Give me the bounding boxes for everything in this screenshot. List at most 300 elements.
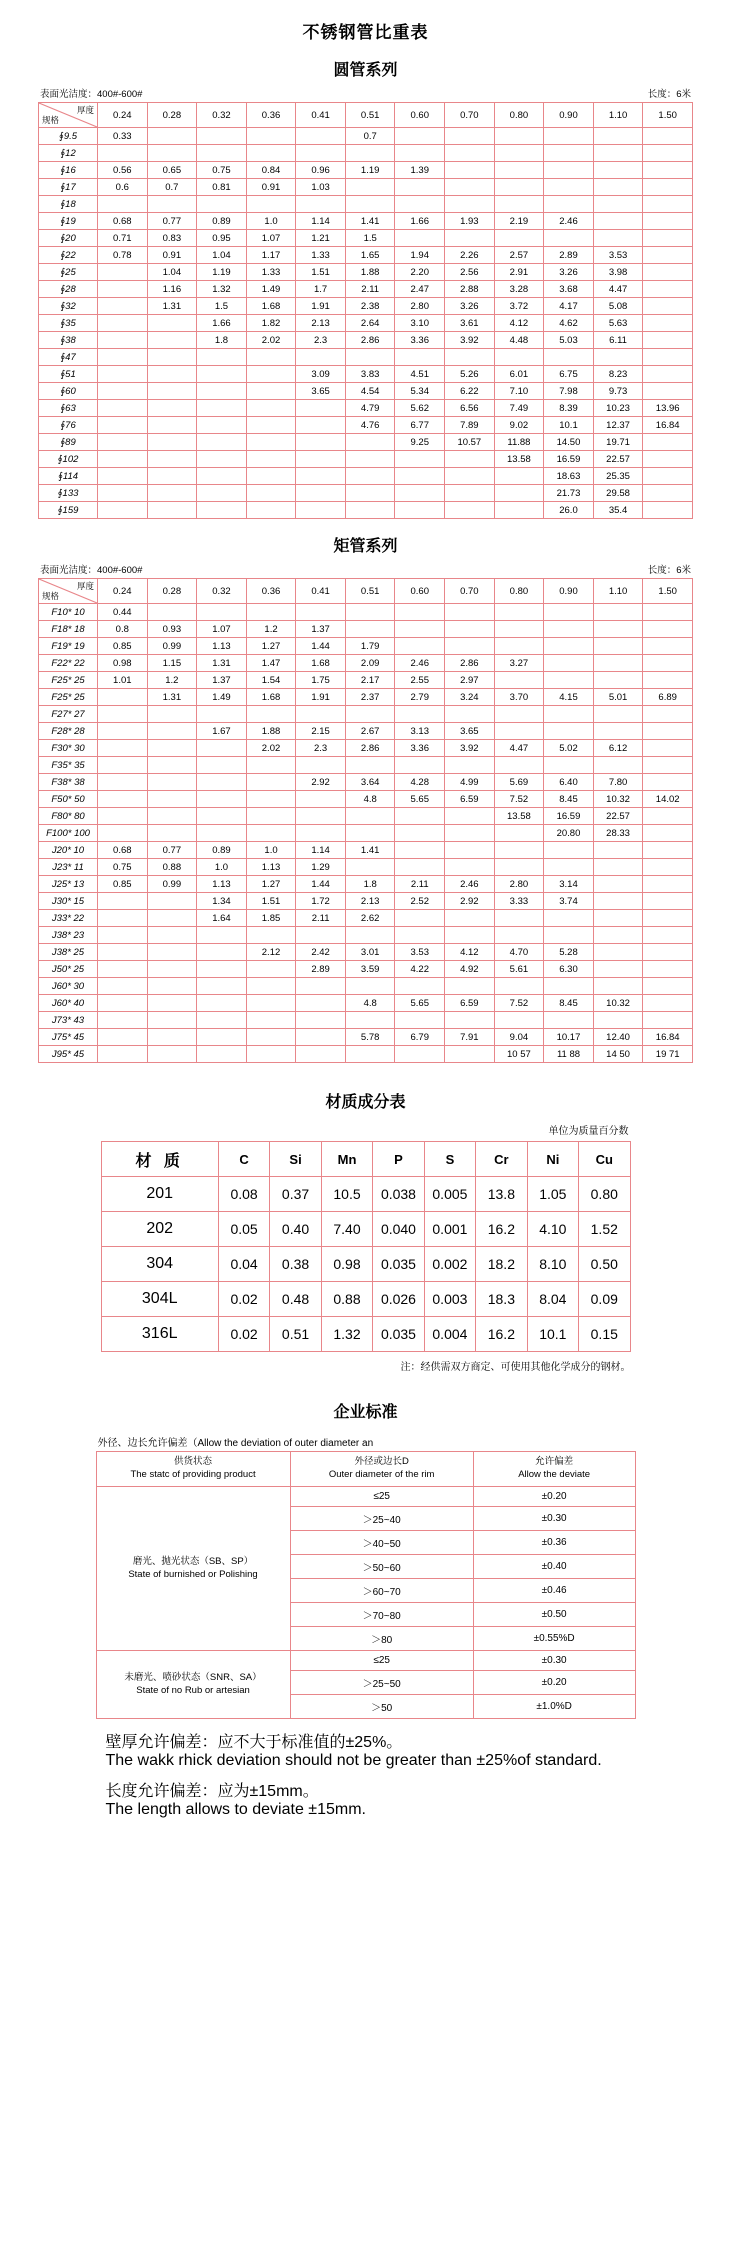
weight-cell: 0.98 bbox=[98, 655, 148, 672]
weight-cell: 3.70 bbox=[494, 689, 544, 706]
material-grade-cell: 304 bbox=[101, 1247, 218, 1282]
spec-cell: J33* 22 bbox=[39, 910, 98, 927]
spec-cell: ∮12 bbox=[39, 145, 98, 162]
table-row bbox=[39, 468, 693, 485]
weight-cell bbox=[643, 825, 693, 842]
spec-cell: ∮25 bbox=[39, 264, 98, 281]
weight-cell: 4.28 bbox=[395, 774, 445, 791]
weight-cell bbox=[345, 808, 395, 825]
weight-cell bbox=[197, 808, 247, 825]
table-row bbox=[39, 757, 693, 774]
weight-cell: 0.89 bbox=[197, 842, 247, 859]
material-value-cell: 16.2 bbox=[476, 1317, 527, 1352]
weight-cell bbox=[296, 604, 346, 621]
weight-cell bbox=[395, 910, 445, 927]
weight-cell: 7.91 bbox=[445, 1029, 495, 1046]
weight-cell: 4.99 bbox=[445, 774, 495, 791]
weight-cell: 16.84 bbox=[643, 1029, 693, 1046]
material-value-cell: 0.09 bbox=[579, 1282, 630, 1317]
weight-cell bbox=[593, 1012, 643, 1029]
weight-cell bbox=[643, 485, 693, 502]
weight-cell bbox=[494, 485, 544, 502]
weight-cell: 4.8 bbox=[345, 791, 395, 808]
weight-cell bbox=[395, 128, 445, 145]
corner-spec-label: 规格 bbox=[42, 115, 60, 125]
weight-cell bbox=[593, 961, 643, 978]
weight-cell: 3.24 bbox=[445, 689, 495, 706]
weight-cell bbox=[544, 638, 594, 655]
weight-cell: 7.49 bbox=[494, 400, 544, 417]
weight-cell: 1.72 bbox=[296, 893, 346, 910]
weight-cell: 1.15 bbox=[147, 655, 197, 672]
weight-cell bbox=[643, 434, 693, 451]
weight-cell: 2.46 bbox=[395, 655, 445, 672]
thickness-header-8: 0.80 bbox=[494, 579, 544, 604]
weight-cell bbox=[246, 961, 296, 978]
weight-cell bbox=[98, 434, 148, 451]
weight-cell bbox=[197, 757, 247, 774]
weight-cell bbox=[345, 179, 395, 196]
weight-cell: 3.68 bbox=[544, 281, 594, 298]
weight-cell: 1.33 bbox=[296, 247, 346, 264]
weight-cell bbox=[494, 621, 544, 638]
weight-cell: 21.73 bbox=[544, 485, 594, 502]
weight-cell bbox=[98, 502, 148, 519]
material-value-cell: 0.05 bbox=[218, 1212, 269, 1247]
table-row bbox=[39, 196, 693, 213]
weight-cell bbox=[395, 842, 445, 859]
weight-cell bbox=[593, 230, 643, 247]
weight-cell: 10.23 bbox=[593, 400, 643, 417]
material-header-4: P bbox=[373, 1142, 424, 1177]
weight-cell bbox=[395, 757, 445, 774]
standard-notes bbox=[106, 1729, 626, 1819]
weight-cell bbox=[395, 808, 445, 825]
table-row bbox=[39, 910, 693, 927]
weight-cell bbox=[98, 944, 148, 961]
rect-series-table bbox=[38, 578, 693, 1063]
weight-cell: 14.02 bbox=[643, 791, 693, 808]
weight-cell bbox=[445, 162, 495, 179]
table-row bbox=[39, 230, 693, 247]
table-row bbox=[39, 332, 693, 349]
weight-cell bbox=[296, 927, 346, 944]
weight-cell bbox=[345, 434, 395, 451]
table-header-row bbox=[39, 579, 693, 604]
material-value-cell: 16.2 bbox=[476, 1212, 527, 1247]
material-value-cell: 8.04 bbox=[527, 1282, 578, 1317]
weight-cell: 1.04 bbox=[147, 264, 197, 281]
standard-table bbox=[96, 1451, 636, 1719]
corner-thickness-label: 厚度 bbox=[76, 581, 94, 591]
weight-cell bbox=[445, 859, 495, 876]
weight-cell bbox=[593, 213, 643, 230]
material-value-cell: 8.10 bbox=[527, 1247, 578, 1282]
material-value-cell: 0.50 bbox=[579, 1247, 630, 1282]
weight-cell bbox=[445, 230, 495, 247]
weight-cell: 2.56 bbox=[445, 264, 495, 281]
spec-cell: ∮17 bbox=[39, 179, 98, 196]
weight-cell: 4.76 bbox=[345, 417, 395, 434]
table-row bbox=[39, 281, 693, 298]
weight-cell bbox=[345, 825, 395, 842]
weight-cell bbox=[643, 621, 693, 638]
weight-cell: 18.63 bbox=[544, 468, 594, 485]
weight-cell bbox=[593, 349, 643, 366]
page-title: 不锈钢管比重表 bbox=[302, 23, 429, 42]
weight-cell: 2.92 bbox=[445, 893, 495, 910]
spec-cell: J73* 43 bbox=[39, 1012, 98, 1029]
weight-cell bbox=[197, 1029, 247, 1046]
weight-cell bbox=[296, 434, 346, 451]
weight-cell: 2.79 bbox=[395, 689, 445, 706]
weight-cell bbox=[494, 162, 544, 179]
weight-cell: 7.52 bbox=[494, 995, 544, 1012]
standard-state-cell bbox=[96, 1486, 290, 1650]
weight-cell bbox=[544, 128, 594, 145]
weight-cell bbox=[147, 451, 197, 468]
weight-cell: 6.30 bbox=[544, 961, 594, 978]
material-value-cell: 0.02 bbox=[218, 1317, 269, 1352]
weight-cell bbox=[544, 1012, 594, 1029]
weight-cell bbox=[98, 740, 148, 757]
table-row bbox=[39, 128, 693, 145]
material-value-cell: 0.88 bbox=[321, 1282, 372, 1317]
table-row bbox=[39, 825, 693, 842]
material-header-5: S bbox=[424, 1142, 475, 1177]
weight-cell bbox=[445, 145, 495, 162]
weight-cell bbox=[445, 842, 495, 859]
weight-cell bbox=[643, 145, 693, 162]
weight-cell bbox=[643, 179, 693, 196]
weight-cell bbox=[296, 1029, 346, 1046]
weight-cell: 2.80 bbox=[494, 876, 544, 893]
weight-cell: 1.41 bbox=[345, 842, 395, 859]
weight-cell: 1.21 bbox=[296, 230, 346, 247]
weight-cell: 12.40 bbox=[593, 1029, 643, 1046]
spec-cell: ∮89 bbox=[39, 434, 98, 451]
weight-cell: 3.09 bbox=[296, 366, 346, 383]
weight-cell bbox=[643, 723, 693, 740]
weight-cell: 2.11 bbox=[296, 910, 346, 927]
weight-cell bbox=[98, 451, 148, 468]
weight-cell: 1.34 bbox=[197, 893, 247, 910]
weight-cell bbox=[197, 128, 247, 145]
weight-cell: 3.36 bbox=[395, 740, 445, 757]
weight-cell bbox=[147, 145, 197, 162]
weight-cell: 10.17 bbox=[544, 1029, 594, 1046]
weight-cell bbox=[98, 961, 148, 978]
weight-cell bbox=[593, 978, 643, 995]
standard-header-0 bbox=[96, 1452, 290, 1487]
weight-cell: 0.83 bbox=[147, 230, 197, 247]
weight-cell: 5.65 bbox=[395, 995, 445, 1012]
weight-cell bbox=[345, 706, 395, 723]
weight-cell bbox=[246, 774, 296, 791]
weight-cell bbox=[395, 196, 445, 213]
spec-cell: ∮60 bbox=[39, 383, 98, 400]
weight-cell: 1.13 bbox=[197, 638, 247, 655]
thickness-header-11: 1.50 bbox=[643, 579, 693, 604]
weight-cell: 1.75 bbox=[296, 672, 346, 689]
weight-cell: 0.84 bbox=[246, 162, 296, 179]
weight-cell bbox=[98, 383, 148, 400]
weight-cell: 3.01 bbox=[345, 944, 395, 961]
standard-note-1: The wakk rhick deviation should not be greater than ±25%of standard. bbox=[105, 1751, 602, 1769]
weight-cell bbox=[197, 978, 247, 995]
weight-cell bbox=[494, 128, 544, 145]
weight-cell bbox=[98, 196, 148, 213]
weight-cell bbox=[445, 349, 495, 366]
weight-cell: 4.92 bbox=[445, 961, 495, 978]
weight-cell bbox=[643, 315, 693, 332]
weight-cell bbox=[445, 621, 495, 638]
material-row bbox=[101, 1282, 630, 1317]
weight-cell bbox=[494, 859, 544, 876]
thickness-header-6: 0.60 bbox=[395, 103, 445, 128]
material-header-6: Cr bbox=[476, 1142, 527, 1177]
weight-cell: 2.89 bbox=[296, 961, 346, 978]
weight-cell bbox=[593, 893, 643, 910]
weight-cell bbox=[544, 162, 594, 179]
weight-cell: 2.15 bbox=[296, 723, 346, 740]
weight-cell bbox=[593, 706, 643, 723]
weight-cell: 3.59 bbox=[345, 961, 395, 978]
weight-cell: 1.47 bbox=[246, 655, 296, 672]
table-row bbox=[39, 366, 693, 383]
weight-cell: 2.46 bbox=[544, 213, 594, 230]
weight-cell bbox=[296, 400, 346, 417]
weight-cell bbox=[246, 808, 296, 825]
weight-cell bbox=[643, 859, 693, 876]
weight-cell bbox=[345, 757, 395, 774]
weight-cell bbox=[643, 366, 693, 383]
standard-tolerance-cell: ±0.40 bbox=[473, 1554, 635, 1578]
table-row bbox=[39, 1046, 693, 1063]
weight-cell bbox=[395, 825, 445, 842]
weight-cell bbox=[296, 706, 346, 723]
spec-cell: J60* 40 bbox=[39, 995, 98, 1012]
weight-cell bbox=[147, 961, 197, 978]
material-grade-cell: 304L bbox=[101, 1282, 218, 1317]
material-value-cell: 1.52 bbox=[579, 1212, 630, 1247]
weight-cell: 1.13 bbox=[197, 876, 247, 893]
weight-cell bbox=[643, 978, 693, 995]
weight-cell: 7.10 bbox=[494, 383, 544, 400]
spec-cell: F50* 50 bbox=[39, 791, 98, 808]
weight-cell: 9.73 bbox=[593, 383, 643, 400]
weight-cell bbox=[593, 638, 643, 655]
weight-cell bbox=[147, 978, 197, 995]
material-value-cell: 1.32 bbox=[321, 1317, 372, 1352]
weight-cell bbox=[544, 706, 594, 723]
weight-cell bbox=[197, 502, 247, 519]
table-row bbox=[39, 264, 693, 281]
standard-header-1 bbox=[290, 1452, 473, 1487]
weight-cell: 5.61 bbox=[494, 961, 544, 978]
thickness-header-6: 0.60 bbox=[395, 579, 445, 604]
spec-cell: F18* 18 bbox=[39, 621, 98, 638]
weight-cell bbox=[246, 1012, 296, 1029]
weight-cell: 4.8 bbox=[345, 995, 395, 1012]
standard-state-cn: 未磨光、喷砂状态（SNR、SA） bbox=[124, 1671, 262, 1683]
weight-cell: 1.7 bbox=[296, 281, 346, 298]
material-grade-cell: 316L bbox=[101, 1317, 218, 1352]
weight-cell bbox=[395, 485, 445, 502]
thickness-header-5: 0.51 bbox=[345, 103, 395, 128]
weight-cell: 7.89 bbox=[445, 417, 495, 434]
table-row bbox=[39, 451, 693, 468]
material-value-cell: 1.05 bbox=[527, 1177, 578, 1212]
weight-cell: 2.19 bbox=[494, 213, 544, 230]
weight-cell: 1.41 bbox=[345, 213, 395, 230]
weight-cell: 2.13 bbox=[345, 893, 395, 910]
weight-cell: 25.35 bbox=[593, 468, 643, 485]
standard-note-2: 长度允许偏差：应为±15mm。 bbox=[105, 1782, 319, 1800]
weight-cell bbox=[593, 655, 643, 672]
spec-cell: ∮38 bbox=[39, 332, 98, 349]
thickness-header-10: 1.10 bbox=[593, 579, 643, 604]
weight-cell bbox=[593, 876, 643, 893]
material-value-cell: 0.026 bbox=[373, 1282, 424, 1317]
weight-cell: 5.26 bbox=[445, 366, 495, 383]
thickness-header-1: 0.28 bbox=[147, 579, 197, 604]
standard-tolerance-cell: ±1.0%D bbox=[473, 1694, 635, 1718]
weight-cell: 1.8 bbox=[345, 876, 395, 893]
material-value-cell: 10.5 bbox=[321, 1177, 372, 1212]
weight-cell: 0.71 bbox=[98, 230, 148, 247]
material-value-cell: 0.035 bbox=[373, 1317, 424, 1352]
weight-cell: 10.32 bbox=[593, 791, 643, 808]
weight-cell bbox=[197, 961, 247, 978]
weight-cell: 9.04 bbox=[494, 1029, 544, 1046]
weight-cell bbox=[643, 230, 693, 247]
weight-cell: 10.32 bbox=[593, 995, 643, 1012]
weight-cell bbox=[593, 162, 643, 179]
weight-cell bbox=[643, 264, 693, 281]
weight-cell bbox=[246, 400, 296, 417]
weight-cell bbox=[395, 230, 445, 247]
weight-cell: 1.91 bbox=[296, 689, 346, 706]
weight-cell: 6.40 bbox=[544, 774, 594, 791]
weight-cell: 2.47 bbox=[395, 281, 445, 298]
table-row bbox=[39, 638, 693, 655]
weight-cell bbox=[296, 995, 346, 1012]
weight-cell bbox=[296, 128, 346, 145]
weight-cell: 0.7 bbox=[345, 128, 395, 145]
weight-cell bbox=[197, 417, 247, 434]
thickness-header-5: 0.51 bbox=[345, 579, 395, 604]
weight-cell bbox=[98, 332, 148, 349]
weight-cell bbox=[445, 128, 495, 145]
weight-cell bbox=[147, 893, 197, 910]
weight-cell: 1.66 bbox=[197, 315, 247, 332]
weight-cell: 1.82 bbox=[246, 315, 296, 332]
weight-cell: 1.14 bbox=[296, 213, 346, 230]
weight-cell: 1.04 bbox=[197, 247, 247, 264]
weight-cell bbox=[395, 621, 445, 638]
standard-caption: 外径、边长允许偏差（Allow the deviation of outer diameter an bbox=[97, 1438, 374, 1449]
weight-cell: 5.01 bbox=[593, 689, 643, 706]
weight-cell: 2.86 bbox=[345, 740, 395, 757]
material-header-8: Cu bbox=[579, 1142, 630, 1177]
table-row bbox=[39, 876, 693, 893]
weight-cell bbox=[445, 808, 495, 825]
weight-cell: 1.31 bbox=[147, 689, 197, 706]
spec-cell: ∮76 bbox=[39, 417, 98, 434]
weight-cell bbox=[445, 451, 495, 468]
weight-cell bbox=[544, 910, 594, 927]
weight-cell: 4.54 bbox=[345, 383, 395, 400]
weight-cell bbox=[643, 1012, 693, 1029]
weight-cell bbox=[593, 196, 643, 213]
weight-cell bbox=[147, 808, 197, 825]
weight-cell bbox=[98, 808, 148, 825]
weight-cell bbox=[544, 859, 594, 876]
weight-cell bbox=[246, 366, 296, 383]
spec-cell: ∮51 bbox=[39, 366, 98, 383]
material-value-cell: 0.003 bbox=[424, 1282, 475, 1317]
weight-cell: 1.31 bbox=[197, 655, 247, 672]
weight-cell bbox=[296, 349, 346, 366]
spec-cell: F100* 100 bbox=[39, 825, 98, 842]
weight-cell: 7.98 bbox=[544, 383, 594, 400]
material-header-1: C bbox=[218, 1142, 269, 1177]
weight-cell: 1.8 bbox=[197, 332, 247, 349]
weight-cell bbox=[296, 451, 346, 468]
weight-cell bbox=[98, 468, 148, 485]
weight-cell bbox=[494, 468, 544, 485]
weight-cell: 8.45 bbox=[544, 791, 594, 808]
weight-cell bbox=[395, 1012, 445, 1029]
weight-cell bbox=[445, 706, 495, 723]
weight-cell: 0.6 bbox=[98, 179, 148, 196]
weight-cell: 3.65 bbox=[445, 723, 495, 740]
spec-cell: F25* 25 bbox=[39, 672, 98, 689]
weight-cell bbox=[593, 842, 643, 859]
weight-cell bbox=[494, 927, 544, 944]
spec-cell: ∮63 bbox=[39, 400, 98, 417]
table-row bbox=[39, 672, 693, 689]
weight-cell: 1.31 bbox=[147, 298, 197, 315]
weight-cell: 2.02 bbox=[246, 332, 296, 349]
standard-header-cn-1: 外径或边长D bbox=[354, 1456, 409, 1467]
spec-cell: F28* 28 bbox=[39, 723, 98, 740]
weight-cell bbox=[544, 349, 594, 366]
weight-cell: 5.63 bbox=[593, 315, 643, 332]
weight-cell: 2.88 bbox=[445, 281, 495, 298]
weight-cell bbox=[544, 179, 594, 196]
table-row bbox=[39, 689, 693, 706]
weight-cell: 5.78 bbox=[345, 1029, 395, 1046]
weight-cell: 3.65 bbox=[296, 383, 346, 400]
weight-cell bbox=[197, 995, 247, 1012]
table-row bbox=[39, 655, 693, 672]
material-grade-cell: 202 bbox=[101, 1212, 218, 1247]
weight-cell bbox=[544, 978, 594, 995]
weight-cell bbox=[643, 757, 693, 774]
spec-cell: ∮35 bbox=[39, 315, 98, 332]
weight-cell: 0.33 bbox=[98, 128, 148, 145]
weight-cell bbox=[445, 502, 495, 519]
spec-cell: ∮102 bbox=[39, 451, 98, 468]
weight-cell bbox=[98, 417, 148, 434]
section-title-rect: 矩管系列 bbox=[333, 538, 398, 555]
weight-cell bbox=[593, 859, 643, 876]
weight-cell bbox=[246, 434, 296, 451]
weight-cell bbox=[98, 1012, 148, 1029]
weight-cell: 6.11 bbox=[593, 332, 643, 349]
